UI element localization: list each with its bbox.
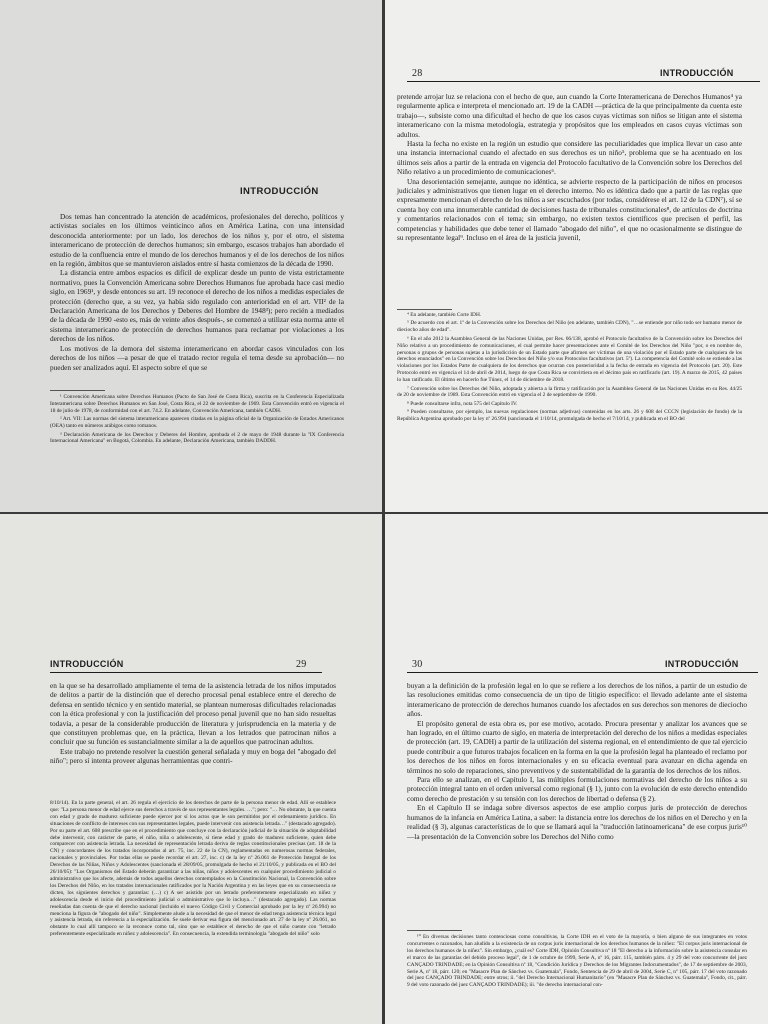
footnotes — [50, 394, 344, 447]
footnotes — [397, 312, 742, 425]
paragraph: Hasta la fecha no existe en la región un estudio que considere las peculiaridades que implica llevar un caso ante una instancia internacional cuando el afectado en sus derechos es un niño⁵, problema que se ha acentuado en los últimos seis años a partir de la entrada en vigencia del Protocolo facultativo de la Convención sobre los Derechos del Niño relativo a un procedimiento de comunicaciones⁶. — [397, 139, 742, 177]
paragraph: buyan a la definición de la profesión legal en lo que se refiere a los derechos de los niños, a partir de un estudio de las resoluciones emitidas como consecuencia de un tipo de litigio específico: el llevado adelante ante el sistema interamericano de protección de derechos humanos cuando los afectados en sus derechos son menores de dieciocho años. — [407, 681, 747, 719]
footnote: ⁴ En adelante, también Corte IDH. — [407, 312, 482, 318]
page-top-right — [385, 0, 768, 512]
page-number: 28 — [412, 68, 423, 79]
footnote: ⁷ Convención sobre los Derechos del Niño, adoptada y abierta a la firma y ratificación por la Asamblea General de las Naciones Unidas en su Res. 44/25 de 20 de noviembre de 1989. Esta Convención entró en vigencia el 2 de septiembre de 1990. — [397, 385, 742, 399]
footnote: ⁶ En el año 2012 la Asamblea General de las Naciones Unidas, por Res. 66/138, aprobó el Protocolo facultativo de la Convención sobre los Derechos del Niño relativo a un procedimiento de comunicaciones, el cual permite hacer presentaciones ante el Comité de los Derechos del Niño "por, o en nombre de, personas o grupos de personas sujetas a la jurisdicción de un Estado parte que afirmen ser víctimas de una violación por el Estado parte de cualquiera de los derechos enunciados" en la Convención sobre los Derechos del Niño y/o sus Protocolos facultativos (art. 5º). La competencia del Comité solo se extiende a las violaciones por los Estados Parte de cualquiera de los derechos que ocurran con posterioridad a la fecha de entrada en vigencia del Protocolo (art. 20). Este Protocolo entró en vigencia el 14 de abril de 2014, luego de que Costa Rica se convirtiera en el décimo país en ratificarlo (art. 19). A marzo de 2015, 42 países lo han ratificado. El último en hacerlo fue Túnez, el 14 de diciembre de 2018. — [397, 335, 742, 384]
running-head-title: INTRODUCCIÓN — [660, 68, 734, 78]
footnote: ⁹ Pueden consultarse, por ejemplo, las nuevas regulaciones (normas adjetivas) contenidas en los arts. 26 y 608 del CCCN (legislación de fondo) de la República Argentina aprobado por la ley nº 26.994 (sancionada el 1/10/14, promulgada de hecho el 7/10/14, y publicada en el BO del — [397, 409, 742, 423]
paragraph: en la que se ha desarrollado ampliamente el tema de la asistencia letrada de los niños imputados de delitos a partir de la distinción que el derecho procesal penal establece entre el derecho de defensa en sentido técnico y en sentido material, se plantean numerosas dificultades relacionadas con la ética profesional y con la justificación del proceso penal juvenil que no han sido resueltas todavía, a pesar de la considerable producción de literatura y jurisprudencia en la materia y de que constituyen problemas que, en la práctica, llevan a los letrados que patrocinan niños a concluir que su función es sustancialmente similar a la de aquellos que patrocinan adultos. — [50, 681, 336, 747]
footnote: ³ Declaración Americana de los Derechos y Deberes del Hombre, aprobada el 2 de mayo de 1948 durante la "IX Conferencia Internacional Americana" en Bogotá, Colombia. En adelante, Declaración Americana, también DADDH. — [50, 431, 344, 445]
body-text — [50, 681, 336, 766]
paragraph: Una desorientación semejante, aunque no idéntica, se advierte respecto de la participación de niños en procesos judiciales y administrativos que tienen lugar en el derecho interno. No es idéntica dado que a partir de las reglas que expresamente mencionan el derecho de los niños a ser escuchados (por todas, considérese el art. 12 de la CDN⁷), sí se cuenta hoy con una innumerable cantidad de decisiones hasta de tribunales constitucionales⁸, de artículos de doctrina y comentarios relacionados con el tema; sin embargo, no existen textos científicos que precisen el perfil, las competencias y habilidades que debe tener el llamado "abogado del niño", el que no ocasionalmente se distingue de su representante legal⁹. Incluso en el área de la justicia juvenil, — [397, 176, 742, 243]
footnote: ⁵ De acuerdo con el art. 1º de la Convención sobre los Derechos del Niño (en adelante, también CDN), "…se entiende por niño todo ser humano menor de dieciocho años de edad". — [397, 320, 742, 334]
paragraph: Este trabajo no pretende resolver la cuestión general señalada y muy en boga del "abogado del niño"; pero sí intenta proveer algunas herramientas que contri- — [50, 746, 336, 766]
paragraph: pretende arrojar luz se relaciona con el hecho de que, aun cuando la Corte Interamericana de Derechos Humanos⁴ ya regularmente aplica e interpreta el mencionado art. 19 de la CADH —práctica de la que principalmente da cuenta este trabajo—, subsiste como una dificultad el hecho de que los casos cuyas víctimas son niños se litigan ante el sistema interamericano con la misma metodología, estrategia y propósitos que los empleados en casos cuyas víctimas son adultos. — [397, 92, 742, 139]
page-number: 29 — [296, 659, 307, 670]
page-top-left — [0, 0, 382, 512]
page-bottom-left — [0, 514, 382, 1024]
chapter-title: INTRODUCCIÓN — [240, 186, 319, 197]
paragraph: Dos temas han concentrado la atención de académicos, profesionales del derecho, políticos y activistas sociales en los últimos veinticinco años en América Latina, con una intensidad desconocida anteriormente: por un lado, los derechos de los niños y, por el otro, el sistema interamericano de protección de derechos humanos; sin embargo, escasos trabajos han abordado el estudio de la confluencia entre el mundo de los derechos humanos y el de los derechos de los niños en la región, ámbitos que se mantuvieron aislados entre sí hasta comienzos de la década de 1990. — [50, 212, 344, 269]
page-number: 30 — [412, 659, 423, 670]
page-bottom-right — [385, 514, 768, 1024]
footnote: 8/10/14). En la parte general, el art. 26 regula el ejercicio de los derechos de parte de la persona menor de edad. Allí se establece que: "La persona menor de edad ejerce sus derechos a través de sus representantes legales. …"; pero: "… No obstante, la que cuenta con edad y grado de madurez suficiente puede ejercer por sí los actos que le son permitidos por el ordenamiento jurídico. En situaciones de conflicto de intereses con sus representantes legales, puede intervenir con asistencia letrada…" (destacado agregado). Por su parte el art. 608 prescribe que en el procedimiento que concluye con la declaración judicial de la situación de adoptabilidad debe intervenir, con carácter de parte, el niño, niña o adolescente, si tiene edad y grado de madurez suficiente, quien debe comparecer con asistencia letrada. La necesidad de representación letrada deriva de reglas constitucionales precisas (art. 18 de la CN) y concordantes de los tratados incorporados al art. 75, inc. 22 de la CN), reglamentadas en numerosas normas federales, nacionales y provinciales. Por todas ellas se puede recordar el art. 27, inc. c) de la ley nº 26.061 de Protección Integral de los Derechos de las Niñas, Niños y Adolescentes (sancionada el 28/09/05, promulgada de hecho el 21/10/05, y publicada en el BO del 26/10/05): "Los Organismos del Estado deberán garantizar a las niñas, niños y adolescentes en cualquier procedimiento judicial o administrativo que los afecte, además de todos aquellos derechos contemplados en la Constitución Nacional, la Convención sobre los Derechos del Niño, en los tratados internacionales ratificados por la Nación Argentina y en las leyes que en su consecuencia se dicten, los siguientes derechos y garantías: (…) c) A ser asistido por un letrado preferentemente especializado en niñez y adolescencia desde el inicio del procedimiento judicial o administrativo que lo incluya…" (destacado agregado). Las normas reseñadas dan cuenta de que el derecho nacional (incluido el nuevo Código Civil y Comercial aprobado por la ley nº 26.994) no menciona la figura de "abogado del niño". Simplemente alude a la necesidad de que el menor de edad tenga asistencia técnica legal y asistencia letrada, sin referencia a la especialización. Se suele derivar esa figura del mencionado art. 27 de la ley nº 26.061, no obstante lo cual allí tampoco se la reconoce como tal, sino que se establece el derecho de que el niño cuente con "letrado preferentemente especializado en niñez y adolescencia". En consecuencia, la extendida terminología "abogado del niño" solo — [50, 800, 336, 938]
paragraph: Para ello se analizan, en el Capítulo I, las múltiples formulaciones normativas del derecho de los niños a su protección integral tanto en el orden universal como regional (§ 1), junto con la evolución de este derecho entendido como derecho de prestación y su tensión con los derechos de libertad o defensa (§ 2). — [407, 775, 747, 803]
running-head-title: INTRODUCCIÓN — [665, 659, 739, 669]
header-rule — [407, 81, 760, 82]
paragraph: La distancia entre ambos espacios es difícil de explicar desde un punto de vista estrictamente normativo, pues la Convención Americana sobre Derechos Humanos fue aprobada hace casi medio siglo, en 1969¹, y desde entonces su art. 19 reconoce el derecho de los niños a medidas especiales de protección (derecho que, a su vez, ya había sido regulado con anterioridad en el art. VII² de la Declaración Americana de los Derechos y Deberes del Hombre de 1948³); pero recién a mediados de la década de 1990 -esto es, más de veinte años después-, se comenzó a utilizar esta norma ante el sistema interamericano de protección de derechos humanos para reclamar por violaciones a los derechos de los niños. — [50, 268, 344, 344]
header-rule — [50, 672, 322, 673]
footnote: ⁸ Puede consultarse infra, nota 575 del Capítulo IV. — [407, 400, 518, 407]
footnote-separator — [407, 930, 462, 931]
running-head-title: INTRODUCCIÓN — [50, 659, 124, 669]
footnote-separator — [397, 309, 452, 310]
footnotes — [50, 800, 336, 940]
body-text — [397, 92, 742, 243]
footnote: ¹⁰ En diversas decisiones tanto contenciosas como consultivas, la Corte IDH en el voto de la mayoría, o bien alguno de sus integrantes en votos concurrentes o razonados, han aludido a la existencia de un corpus juris internacional de los derechos humanos de la niñez: "El corpus juris internacional de los derechos humanos de la niñez". Sin embargo, ¿cuál es? Corte IDH, Opinión Consultiva nº 18 "El derecho a la información sobre la asistencia consular en el marco de las garantías del debido proceso legal", de 1 de octubre de 1999, Serie A, nº 16, párr. 115, también párrs. 4 y 29 del voto concurrente del juez CANÇADO TRINDADE; en la Opinión Consultiva nº 18, "Condición Jurídica y Derechos de los Migrantes Indocumentados", de 17 de septiembre de 2003, Serie A, nº 18, párr. 120; en "Masacre Plan de Sánchez vs. Guatemala", Fondo, Sentencia de 29 de abril de 2004, Serie C, nº 105, párr. 17 del voto razonado del juez CANÇADO TRINDADE; entre otros; ii. "del Derecho Internacional Humanitario" (en "Masacre Plan de Sánchez vs. Guatemala", Fondo, cit., párr. 9 del voto razonado del juez CANÇADO TRINDADE); iii. "de derecho internacional con- — [407, 934, 747, 989]
footnote-separator — [50, 390, 105, 391]
footnote: ² Art. VII: Las normas del sistema interamericano aparecen citadas en la página oficial de la Organización de Estados Americanos (OEA) tanto en números arábigos como romanos. — [50, 416, 344, 430]
footnotes — [407, 934, 747, 991]
body-text — [50, 212, 344, 372]
paragraph: En el Capítulo II se indaga sobre diversos aspectos de ese amplio corpus juris de protección de derechos humanos de la infancia en América Latina, a saber: la distancia entre los derechos de los niños en el Derecho y en la realidad (§ 3), algunas características de lo que se llamará aquí la "traducción latinoamericana" de ese corpus juris¹⁰ —la presentación de la Convención sobre los Derechos del Niño como — [407, 803, 747, 841]
body-text — [407, 681, 747, 841]
paragraph: El propósito general de esta obra es, por ese motivo, acotado. Procura presentar y analizar los avances que se han logrado, en el último cuarto de siglo, en materia de interpretación del derecho de los niños a medidas especiales de protección (art. 19, CADH) a partir de la utilización del sistema regional, en el entendimiento de que tal ejercicio puede contribuir a que futuros trabajos focalicen en la forma en la que la profesión legal ha planteado el reclamo por los derechos de los niños en foros internacionales y en su eficacia eventual para avanzar en dicha agenda en términos no solo de reparaciones, sino preventivos y de sustentabilidad de la garantía de los derechos de los niños. — [407, 718, 747, 775]
header-rule — [407, 672, 758, 673]
footnote: ¹ Convención Americana sobre Derechos Humanos (Pacto de San José de Costa Rica), suscrita en la Conferencia Especializada Interamericana sobre Derechos Humanos en San José, Costa Rica, el 22 de noviembre de 1969. Esta Convención entró en vigencia el 18 de julio de 1978, de conformidad con el art. 74.2. En adelante, Convención Americana, también CADH. — [50, 394, 344, 414]
paragraph: Los motivos de la demora del sistema interamericano en abordar casos vinculados con los derechos de los niños —a pesar de que el tratado rector regula el tema desde su aprobación— no pueden ser analizados aquí. El aspecto sobre el que se — [50, 343, 344, 372]
